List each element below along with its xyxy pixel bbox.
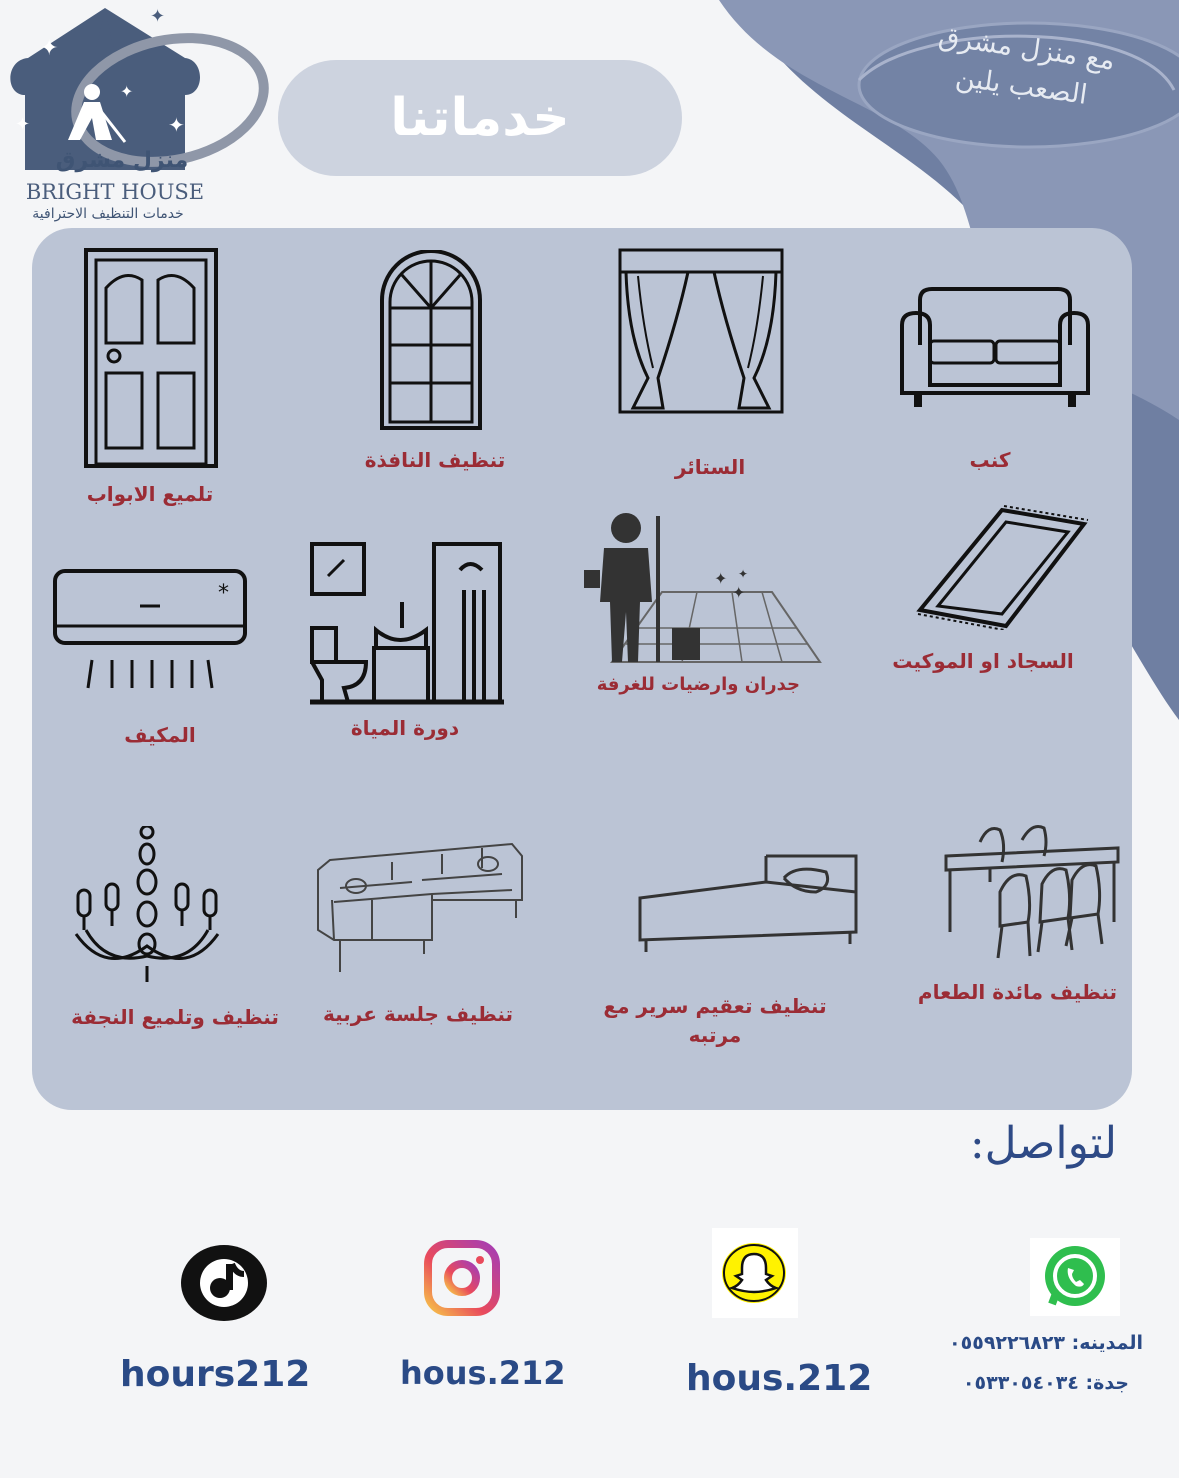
svg-text:✦: ✦: [732, 583, 746, 602]
snapchat-tile[interactable]: [712, 1228, 798, 1318]
service-label: السجاد او الموكيت: [892, 649, 1074, 673]
svg-text:✦: ✦: [120, 82, 134, 101]
slogan-line-1: مع منزل مشرق: [936, 20, 1117, 77]
bed-icon: [636, 852, 862, 962]
logo-tagline: خدمات التنظيف الاحترافية: [32, 206, 184, 222]
contact-title: لتواصل:: [969, 1118, 1117, 1169]
instagram-icon[interactable]: [424, 1240, 500, 1316]
phone-madinah[interactable]: المدينه: ٠٥٥٩٢٢٦٨٢٣: [949, 1332, 1143, 1354]
service-label: المكيف: [124, 723, 196, 747]
chandelier-icon: [66, 826, 228, 986]
service-label: جدران وارضيات للغرفة: [596, 674, 800, 695]
service-label: دورة المياة: [350, 716, 460, 740]
service-label: تنظيف تعقيم سرير مع: [603, 994, 827, 1018]
tiktok-handle[interactable]: hours212: [120, 1354, 311, 1395]
snapchat-icon: [720, 1242, 788, 1304]
arched-window-icon: [380, 250, 482, 430]
page-title-pill: [278, 60, 682, 176]
service-label: تلميع الابواب: [86, 482, 214, 506]
curtains-icon: [618, 248, 784, 414]
logo-arabic-name: منزل مشرق: [55, 148, 189, 173]
svg-text:✦: ✦: [738, 567, 749, 581]
page-title: خدماتنا: [390, 88, 570, 148]
tiktok-icon[interactable]: [180, 1244, 268, 1322]
service-label: مرتبه: [688, 1023, 742, 1047]
brand-logo: [0, 0, 270, 235]
service-label: تنظيف مائدة الطعام: [917, 980, 1118, 1004]
sectional-sofa-icon: [312, 840, 524, 978]
svg-text:✦: ✦: [40, 36, 59, 61]
air-conditioner-icon: [52, 568, 248, 690]
cleaner-mopping-icon: [582, 512, 822, 670]
slogan-line-2: الصعب يلين: [953, 61, 1090, 111]
service-label: الستائر: [674, 455, 746, 479]
svg-text:*: *: [218, 581, 229, 606]
svg-text:✦: ✦: [15, 114, 31, 135]
service-label: كنب: [969, 448, 1011, 472]
service-label: تنظيف جلسة عربية: [322, 1002, 514, 1026]
carpet-icon: [912, 502, 1090, 630]
sofa-icon: [898, 285, 1092, 413]
door-icon: [84, 248, 218, 468]
logo-brand-name: BRIGHT HOUSE: [25, 180, 205, 204]
instagram-handle[interactable]: hous.212: [400, 1354, 566, 1392]
whatsapp-icon: [1042, 1244, 1108, 1310]
dining-table-icon: [940, 822, 1122, 962]
service-label: تنظيف وتلميع النجفة: [71, 1005, 279, 1029]
svg-text:✦: ✦: [168, 113, 185, 137]
bathroom-icon: [310, 540, 504, 706]
house-logo-icon: [0, 0, 270, 170]
snapchat-handle[interactable]: hous.212: [686, 1358, 873, 1399]
whatsapp-tile[interactable]: [1030, 1238, 1120, 1316]
phone-jeddah[interactable]: جدة: ٠٥٣٣٠٥٤٠٣٤: [962, 1372, 1129, 1394]
svg-text:✦: ✦: [714, 569, 728, 588]
service-label: تنظيف النافذة: [364, 448, 506, 472]
svg-text:✦: ✦: [150, 6, 166, 27]
